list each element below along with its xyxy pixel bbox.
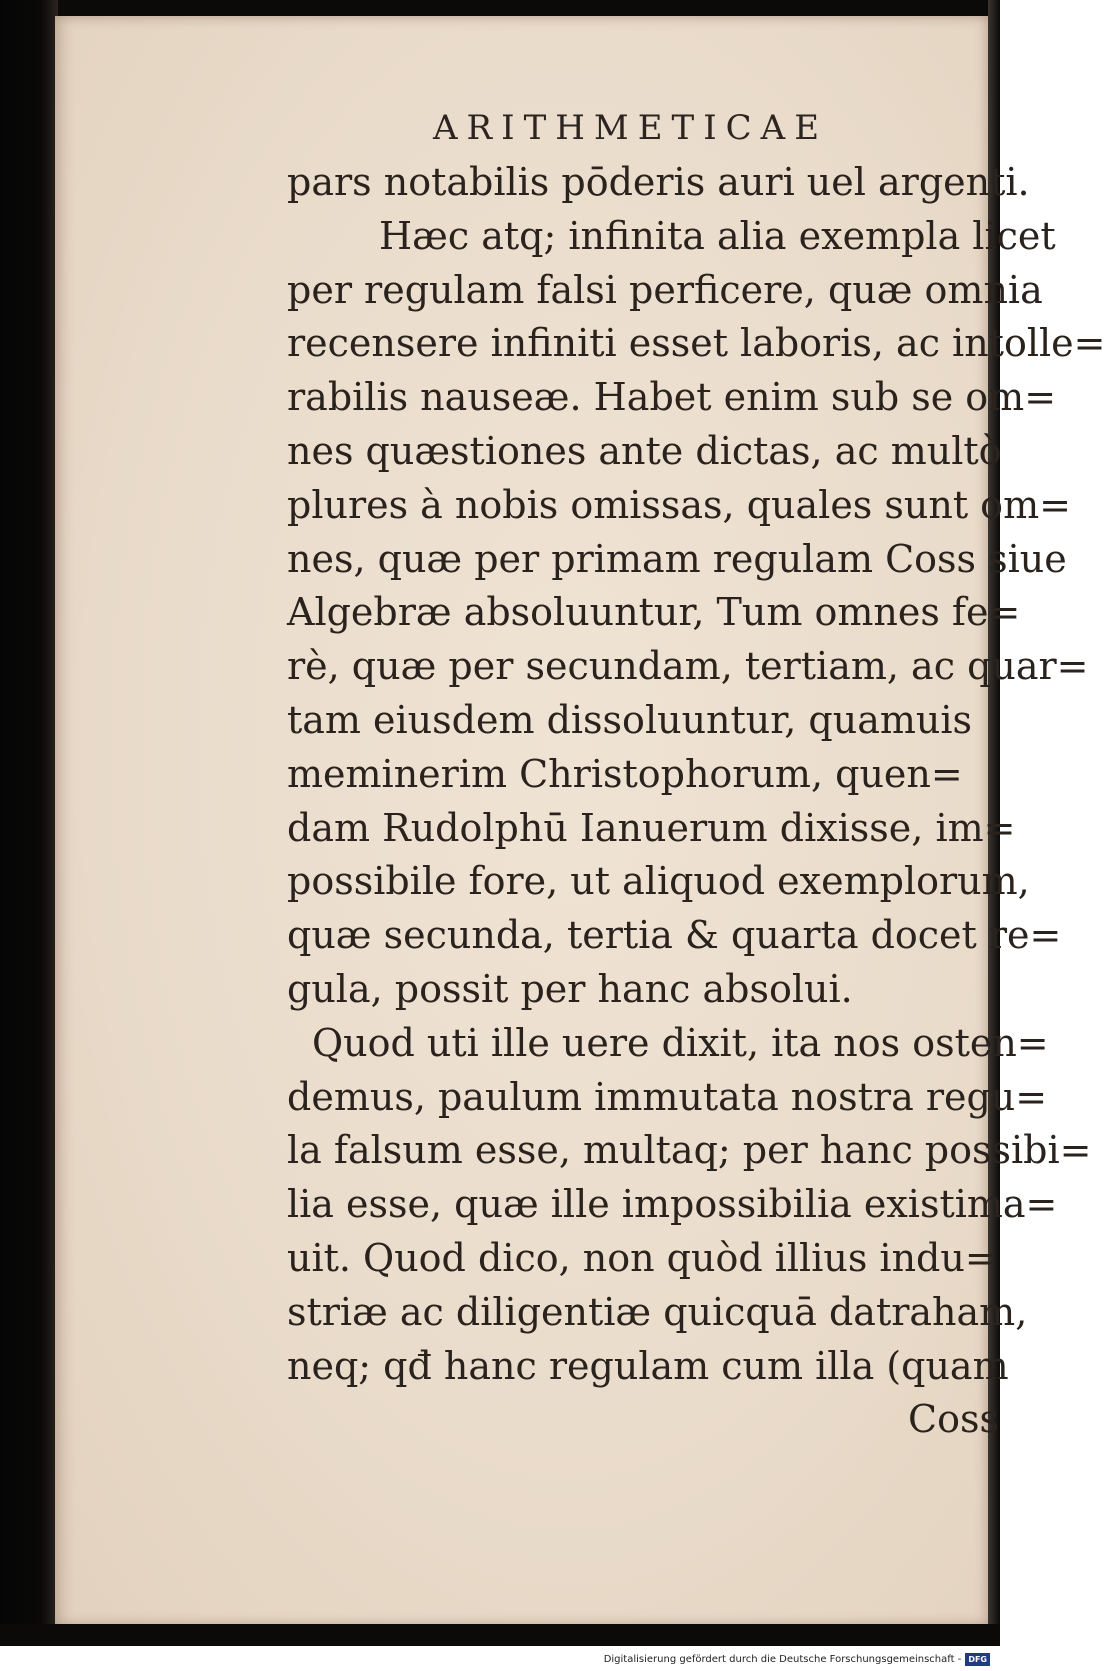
text-line-18: demus, paulum immutata nostra regu= [287, 1074, 1048, 1119]
text-block [287, 156, 1105, 1447]
book-page [55, 16, 1105, 1626]
text-line-2: Hæc atq; infinita alia exempla licet [379, 213, 1056, 258]
dfg-logo-icon: DFG [965, 1653, 990, 1666]
text-line-13: dam Rudolphū Ianuerum dixisse, im= [287, 805, 1016, 850]
text-line-16: gula, possit per hanc absolui. [287, 966, 853, 1011]
digitization-credit [604, 1652, 990, 1666]
text-line-9: Algebræ absoluuntur, Tum omnes fe= [287, 590, 1021, 635]
text-line-14: possibile fore, ut aliquod exemplorum, [287, 859, 1030, 904]
running-head: ARITHMETICAE [433, 108, 829, 148]
text-line-22: striæ ac diligentiæ quicquā datraham, [287, 1289, 1028, 1334]
text-line-11: tam eiusdem dissoluuntur, quamuis [287, 697, 973, 742]
text-line-21: uit. Quod dico, non quòd illius indu= [287, 1235, 997, 1280]
text-line-10: rè, quæ per secundam, tertiam, ac quar= [287, 644, 1089, 689]
scan-bottom-edge [0, 1624, 1000, 1646]
text-line-17: Quod uti ille uere dixit, ita nos osten= [312, 1020, 1049, 1065]
catchword: Coss [908, 1397, 999, 1442]
text-line-15: quæ secunda, tertia & quarta docet re= [287, 913, 1062, 958]
text-line-20: lia esse, quæ ille impossibilia existima= [287, 1182, 1058, 1227]
text-line-6: nes quæstiones ante dictas, ac multò [287, 428, 1002, 473]
text-line-4: recensere infiniti esset laboris, ac intolle= [287, 321, 1105, 366]
scan-top-edge [0, 0, 1000, 16]
text-line-7: plures à nobis omissas, quales sunt om= [287, 482, 1071, 527]
text-line-5: rabilis nauseæ. Habet enim sub se om= [287, 375, 1057, 420]
credit-text: Digitalisierung gefördert durch die Deutsche Forschungsgemeinschaft - [603, 1653, 962, 1665]
text-line-23: neq; qđ hanc regulam cum illa (quam [287, 1343, 1009, 1388]
text-line-1: pars notabilis pōderis auri uel argenti. [287, 160, 1030, 204]
text-line-3: per regulam falsi perficere, quæ omnia [287, 267, 1043, 312]
text-line-12: meminerim Christophorum, quen= [287, 751, 963, 796]
text-line-8: nes, quæ per primam regulam Coss siue [287, 536, 1067, 581]
text-line-19: la falsum esse, multaq; per hanc possibi= [287, 1128, 1092, 1173]
book-binding-shadow [0, 0, 58, 1640]
